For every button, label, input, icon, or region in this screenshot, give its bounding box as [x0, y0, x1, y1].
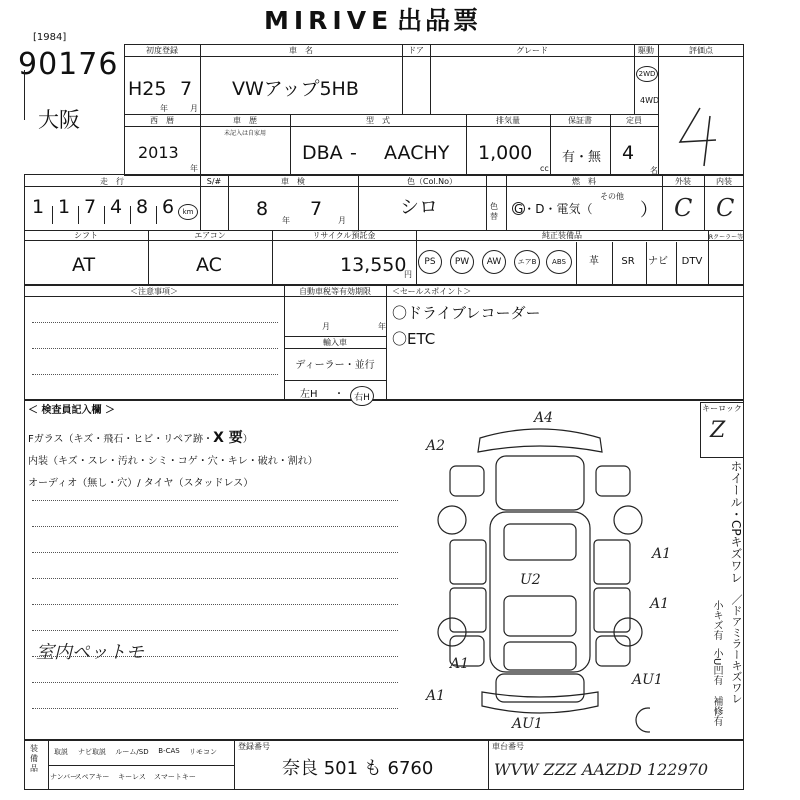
damage-mark: A1 — [426, 688, 446, 704]
aircon: AC — [196, 254, 222, 276]
mileage-digits — [28, 196, 178, 226]
damage-mark: A1 — [650, 596, 670, 612]
windshield-shape — [504, 524, 576, 560]
accessory-item: ナビ取説 — [78, 748, 106, 756]
mileage-digit: 8 — [136, 196, 149, 218]
label-shift: シフト — [74, 231, 98, 240]
sales-point-2: 〇ETC — [392, 330, 436, 348]
divider — [284, 348, 386, 349]
equipment-label: DTV — [681, 256, 703, 267]
unit-people: 名 — [650, 166, 658, 175]
label-era: 西 暦 — [150, 116, 174, 125]
unit-cc: cc — [540, 164, 549, 173]
sheet-title — [264, 6, 481, 36]
label-doors: ドア — [408, 46, 424, 55]
handle-right-circle — [350, 386, 374, 406]
interior-line: 内装（キズ・スレ・汚れ・シミ・コゲ・穴・キレ・破れ・割れ） — [28, 456, 318, 467]
damage-mark: U2 — [520, 572, 541, 588]
roof-shape — [504, 596, 576, 636]
front-right-fender — [596, 466, 630, 496]
inspection-month: 7 — [310, 198, 323, 220]
divider — [386, 286, 387, 400]
label-genuine: 純正装備品 — [542, 231, 582, 240]
line — [32, 578, 398, 579]
equipment-divider — [612, 242, 613, 284]
notes-line — [32, 374, 278, 375]
reg-era: H25 — [128, 78, 167, 100]
divider — [488, 740, 489, 790]
label-notes: ＜注意事項＞ — [130, 287, 178, 296]
side-legend-u: 小U凹有 — [711, 648, 722, 686]
damage-mark: A2 — [426, 438, 446, 454]
front-right-wheel — [614, 506, 642, 534]
equipment-label: 革 — [589, 256, 599, 267]
row3-header-line — [24, 186, 744, 187]
damage-mark: A1 — [652, 546, 672, 562]
key-lock-mark: Z — [710, 418, 726, 443]
spare-wheel — [636, 708, 650, 732]
unit-year: 年 — [160, 104, 168, 113]
equipment-item — [644, 256, 672, 268]
line — [32, 682, 398, 683]
accessory-item: リモコン — [189, 748, 217, 756]
label-sales-points: ＜セールスポイント＞ — [392, 287, 472, 296]
divider — [234, 740, 235, 790]
label-exterior: 外装 — [675, 177, 691, 186]
line — [32, 526, 398, 527]
label-reg-expiry: 自動車税等有効期限 — [299, 287, 371, 296]
label-drive: 駆動 — [638, 46, 654, 55]
label-history: 車 歴 — [233, 116, 257, 125]
equipment-label: PW — [454, 257, 470, 267]
label-color-change: 色替 — [490, 202, 498, 221]
capacity: 4 — [622, 142, 635, 164]
label-grade: グレード — [516, 46, 548, 55]
front-bumper-shape — [478, 429, 602, 452]
unit-year-2: 年 — [190, 164, 198, 173]
equipment-divider — [676, 242, 677, 284]
fuel-close: ） — [640, 200, 658, 221]
notes-header-line — [24, 296, 744, 297]
equipment-label: SR — [621, 256, 635, 267]
model-code: AACHY — [384, 142, 450, 164]
mileage-digit: 1 — [58, 196, 71, 218]
damage-mark: A4 — [534, 410, 554, 426]
accessory-row-1 — [50, 744, 234, 762]
line — [32, 630, 398, 631]
equipment-label: PS — [424, 257, 436, 267]
accessory-item: B-CAS — [158, 747, 180, 755]
label-first-reg: 初度登録 — [146, 46, 178, 55]
right-front-door — [594, 540, 630, 584]
equipment-item — [580, 256, 608, 268]
line — [32, 552, 398, 553]
mileage-digit: 6 — [162, 196, 175, 218]
accessory-item: 取説 — [54, 748, 68, 756]
equipment-item — [418, 250, 442, 274]
accessory-item: スペアキー — [74, 773, 110, 781]
sales-point-1: 〇ドライブレコーダー — [392, 304, 541, 322]
equipment-divider — [646, 242, 647, 284]
divider — [284, 336, 386, 337]
line — [32, 500, 398, 501]
digit-separator — [156, 206, 157, 224]
f-glass-replace: X 要 — [213, 430, 243, 446]
label-capacity: 定員 — [626, 116, 642, 125]
divider — [284, 380, 386, 381]
left-front-door — [450, 540, 486, 584]
model-year: 2013 — [138, 143, 179, 162]
label-mileage: 走 行 — [100, 177, 124, 186]
drive-2wd-circle — [636, 66, 658, 82]
label-aircon: エアコン — [194, 231, 226, 240]
fuel-options: G・D・電気（ — [514, 202, 593, 216]
recycle-fee: 13,550 — [340, 254, 407, 276]
equipment-item — [674, 256, 710, 268]
warranty-options: 有・無 — [562, 150, 602, 165]
chassis-number: WVW ZZZ AAZDD 122970 — [494, 760, 709, 779]
mileage-digit: 4 — [110, 196, 123, 218]
side-legend-mirror: ／ドアミラーキズワレ — [730, 594, 743, 704]
handle-right: 右H — [354, 392, 370, 403]
drive-2wd: 2WD — [638, 70, 656, 78]
line — [32, 604, 398, 605]
label-car-no: 登録番号 — [238, 742, 270, 751]
digit-separator — [104, 206, 105, 224]
row2-header-line — [124, 126, 658, 127]
digit-separator — [78, 206, 79, 224]
divider — [48, 765, 234, 766]
reg-expiry-day-unit: 年 — [378, 322, 386, 331]
title-suffix: 出品票 — [397, 6, 482, 35]
region: 大阪 — [38, 108, 80, 132]
label-history-sub: 未記入は自家用 — [223, 130, 266, 137]
equipment-divider — [576, 242, 577, 284]
accessory-row-2 — [50, 769, 234, 787]
damage-mark: A1 — [450, 656, 470, 672]
f-glass-close: ） — [242, 434, 253, 445]
damage-mark: AU1 — [632, 672, 663, 688]
digit-separator — [52, 206, 53, 224]
damage-mark: AU1 — [512, 716, 543, 732]
shift: AT — [72, 254, 96, 276]
model-code-prefix: DBA — [302, 142, 343, 164]
equipment-item — [450, 250, 474, 274]
accessory-item: ルーム/SD — [115, 748, 149, 756]
hood-shape — [496, 456, 584, 510]
row4-header-line — [24, 240, 744, 241]
handle-left: 左H — [300, 389, 318, 400]
right-rear-door — [594, 588, 630, 632]
km-unit-circle — [178, 204, 198, 220]
divider — [658, 44, 659, 176]
label-car-name: 車 名 — [289, 46, 313, 55]
lot-number: 90176 — [18, 47, 119, 82]
registration-number: 奈良 501 も 6760 — [282, 758, 434, 779]
label-displacement: 排気量 — [496, 116, 520, 125]
label-key-lock: キーロック — [702, 404, 742, 413]
line — [32, 708, 398, 709]
drive-4wd: 4WD — [640, 96, 660, 105]
f-glass-text: Fガラス（キズ・飛石・ヒビ・リペア跡・ — [28, 434, 214, 445]
score-mark — [660, 96, 744, 172]
label-warranty: 保証書 — [568, 116, 592, 125]
accessory-item: キーレス — [118, 773, 146, 781]
equipment-list — [418, 242, 744, 284]
front-left-fender — [450, 466, 484, 496]
reg-expiry-month-unit: 月 — [322, 322, 330, 331]
mileage-digit: 7 — [84, 196, 97, 218]
equipment-label: ナビ — [648, 256, 668, 267]
inspector-title: ＜ 検査員記入欄 ＞ — [28, 405, 115, 416]
equipment-item — [482, 250, 506, 274]
unit-month: 月 — [190, 104, 198, 113]
exterior-grade: C — [674, 194, 693, 222]
rear-window-shape — [504, 642, 576, 670]
equipment-label: ABS — [552, 258, 566, 266]
margin-line — [24, 70, 25, 120]
inspection-year: 8 — [256, 198, 269, 220]
handwritten-note: 室内ペットモ — [36, 642, 144, 663]
dealer-parallel: ディーラー・並行 — [295, 360, 375, 371]
label-fuel: 燃 料 — [572, 177, 596, 186]
row1-bottom-line — [124, 114, 658, 115]
equipment-item — [546, 250, 572, 274]
trunk-shape — [496, 674, 584, 702]
label-chassis-no: 車台番号 — [492, 742, 524, 751]
label-rear-cooler: Rクーラー等 — [708, 234, 744, 241]
equipment-label: エアB — [517, 258, 537, 266]
body-shape — [490, 512, 590, 672]
side-legend-repair: 補修有 — [711, 696, 722, 726]
row1-header-line — [124, 56, 744, 57]
label-model: 型 式 — [366, 116, 390, 125]
car-name: VWアップ5HB — [232, 78, 359, 100]
left-rear-door — [450, 588, 486, 632]
unit-year-3: 年 — [282, 216, 290, 225]
label-inspection: 車 検 — [281, 177, 305, 186]
mileage-digit: 1 — [32, 196, 45, 218]
label-color: 色（Col.No） — [406, 177, 458, 186]
front-left-wheel — [438, 506, 466, 534]
notes-line — [32, 322, 278, 323]
km-unit: km — [182, 208, 194, 216]
audio-line: オーディオ（無し・穴）/ タイヤ（スタッドレス） — [28, 478, 254, 489]
label-import-car: 輸入車 — [323, 338, 347, 347]
ref-number: [1984] — [33, 32, 67, 43]
unit-month-3: 月 — [338, 216, 346, 225]
equipment-item — [614, 256, 642, 268]
handle-dot: ・ — [334, 389, 344, 400]
interior-grade: C — [716, 194, 735, 222]
reg-month: 7 — [180, 78, 193, 100]
f-glass-line — [28, 432, 253, 446]
color: シロ — [400, 196, 439, 218]
brand-name: MIRIVE — [264, 6, 394, 35]
unit-yen: 円 — [404, 270, 412, 279]
label-score: 評価点 — [689, 46, 713, 55]
accessory-item: ナンバー — [50, 773, 78, 781]
equipment-item — [514, 250, 540, 274]
label-interior: 内装 — [716, 177, 732, 186]
displacement: 1,000 — [478, 142, 533, 164]
label-accessories: 装備品 — [30, 744, 38, 773]
notes-line — [32, 348, 278, 349]
digit-separator — [130, 206, 131, 224]
equipment-label: AW — [486, 257, 502, 267]
model-code-separator: - — [350, 142, 357, 164]
label-meter-swap: S/# — [206, 177, 222, 186]
side-legend-wheel: ホイール・CPキズワレ — [729, 460, 743, 584]
label-recycle: リサイクル預託金 — [312, 231, 376, 240]
fuel-other: その他 — [600, 192, 624, 201]
side-legend-small: 小キズ有 — [711, 600, 722, 640]
accessory-item: スマートキー — [154, 773, 196, 781]
rear-right-fender — [596, 636, 630, 666]
